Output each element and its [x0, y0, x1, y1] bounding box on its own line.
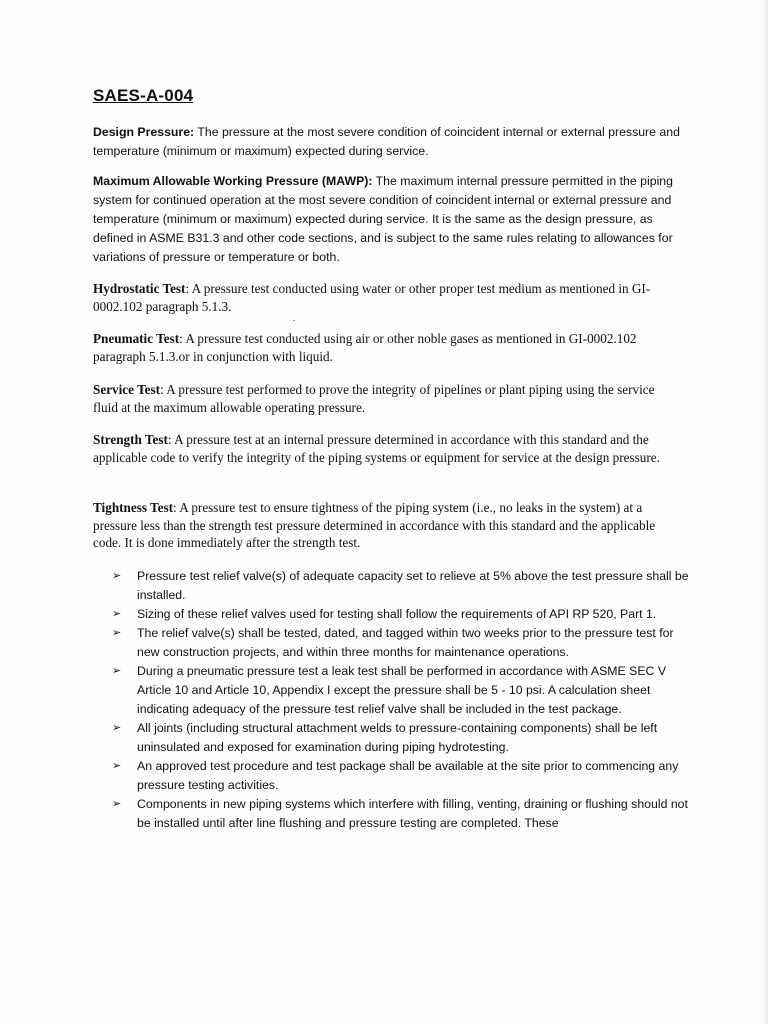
definition-text: : A pressure test at an internal pressure determined in accordance with this standard and the applicable code to verify the integrity of the piping systems or equipment for service at the design pressure.	[93, 432, 660, 465]
definition-text: The pressure at the most severe condition of coincident internal or external pressure and temperature (minimum or maximum) expected during service.	[93, 125, 680, 158]
definition-text: : A pressure test to ensure tightness of the piping system (i.e., no leaks in the system) at a pressure less than the strength test pressure determined in accordance with this standard and the applicable code. It is done immediately after the strength test.	[93, 500, 656, 550]
list-item-text: Components in new piping systems which interfere with filling, venting, draining or flushing should not be installed until after line flushing and pressure testing are completed. These	[137, 797, 688, 830]
definition-tightness-test	[93, 499, 678, 552]
arrow-bullet-icon: ➢	[112, 798, 122, 810]
list-item	[112, 567, 697, 605]
list-item-text: Pressure test relief valve(s) of adequate capacity set to relieve at 5% above the test pressure shall be installed.	[137, 569, 689, 602]
list-item	[112, 795, 697, 833]
list-item-text: During a pneumatic pressure test a leak test shall be performed in accordance with ASME SEC V Article 10 and Article 10, Appendix I except the pressure shall be 5 - 10 psi. A calculation sheet indicating adequacy of the pressure test relief valve shall be included in the test package.	[137, 664, 667, 716]
scan-speck	[293, 320, 295, 321]
definition-text: : A pressure test conducted using air or other noble gases as mentioned in GI-0002.102 paragraph 5.1.3.or in conjunction with liquid.	[93, 331, 637, 364]
definition-service-test	[93, 381, 678, 416]
list-item-text: The relief valve(s) shall be tested, dated, and tagged within two weeks prior to the pressure test for new construction projects, and within three months for maintenance operations.	[137, 626, 674, 659]
arrow-bullet-icon: ➢	[112, 608, 122, 620]
definition-text: : A pressure test performed to prove the integrity of pipelines or plant piping using the service fluid at the maximum allowable operating pressure.	[93, 382, 655, 415]
list-item	[112, 757, 697, 795]
list-item	[112, 662, 697, 719]
document-title: SAES-A-004	[93, 86, 194, 105]
definition-mawp	[93, 172, 683, 267]
definition-term: Hydrostatic Test	[93, 281, 186, 296]
arrow-bullet-icon: ➢	[112, 627, 122, 639]
definition-design-pressure	[93, 123, 683, 161]
definition-strength-test	[93, 431, 678, 466]
list-item	[112, 719, 697, 757]
definition-pneumatic-test	[93, 330, 678, 365]
arrow-bullet-icon: ➢	[112, 760, 122, 772]
definition-term: Pneumatic Test	[93, 331, 180, 346]
definition-term: Design Pressure:	[93, 125, 195, 139]
definition-term: Maximum Allowable Working Pressure (MAWP):	[93, 174, 373, 188]
definition-hydrostatic-test	[93, 280, 678, 315]
list-item	[112, 605, 697, 624]
list-item-text: An approved test procedure and test package shall be available at the site prior to commencing any pressure testing activities.	[137, 759, 679, 792]
page-edge-shadow	[762, 0, 768, 1024]
definition-term: Strength Test	[93, 432, 168, 447]
definition-text: The maximum internal pressure permitted in the piping system for continued operation at the most severe condition of coincident internal or external pressure and temperature (minimum or maximum) expected during service. It is the same as the design pressure, as defined in ASME B31.3 and other code sections, and is subject to the same rules relating to allowances for variations of pressure or temperature or both.	[93, 174, 673, 264]
definition-term: Service Test	[93, 382, 161, 397]
requirements-list	[112, 567, 697, 833]
arrow-bullet-icon: ➢	[112, 665, 122, 677]
list-item-text: Sizing of these relief valves used for testing shall follow the requirements of API RP 520, Part 1.	[137, 607, 657, 621]
arrow-bullet-icon: ➢	[112, 570, 122, 582]
arrow-bullet-icon: ➢	[112, 722, 122, 734]
definition-term: Tightness Test	[93, 500, 174, 515]
list-item-text: All joints (including structural attachment welds to pressure-containing components) shall be left uninsulated and exposed for examination during piping hydrotesting.	[137, 721, 658, 754]
definition-text: : A pressure test conducted using water or other proper test medium as mentioned in GI-0002.102 paragraph 5.1.3.	[93, 281, 651, 314]
list-item	[112, 624, 697, 662]
